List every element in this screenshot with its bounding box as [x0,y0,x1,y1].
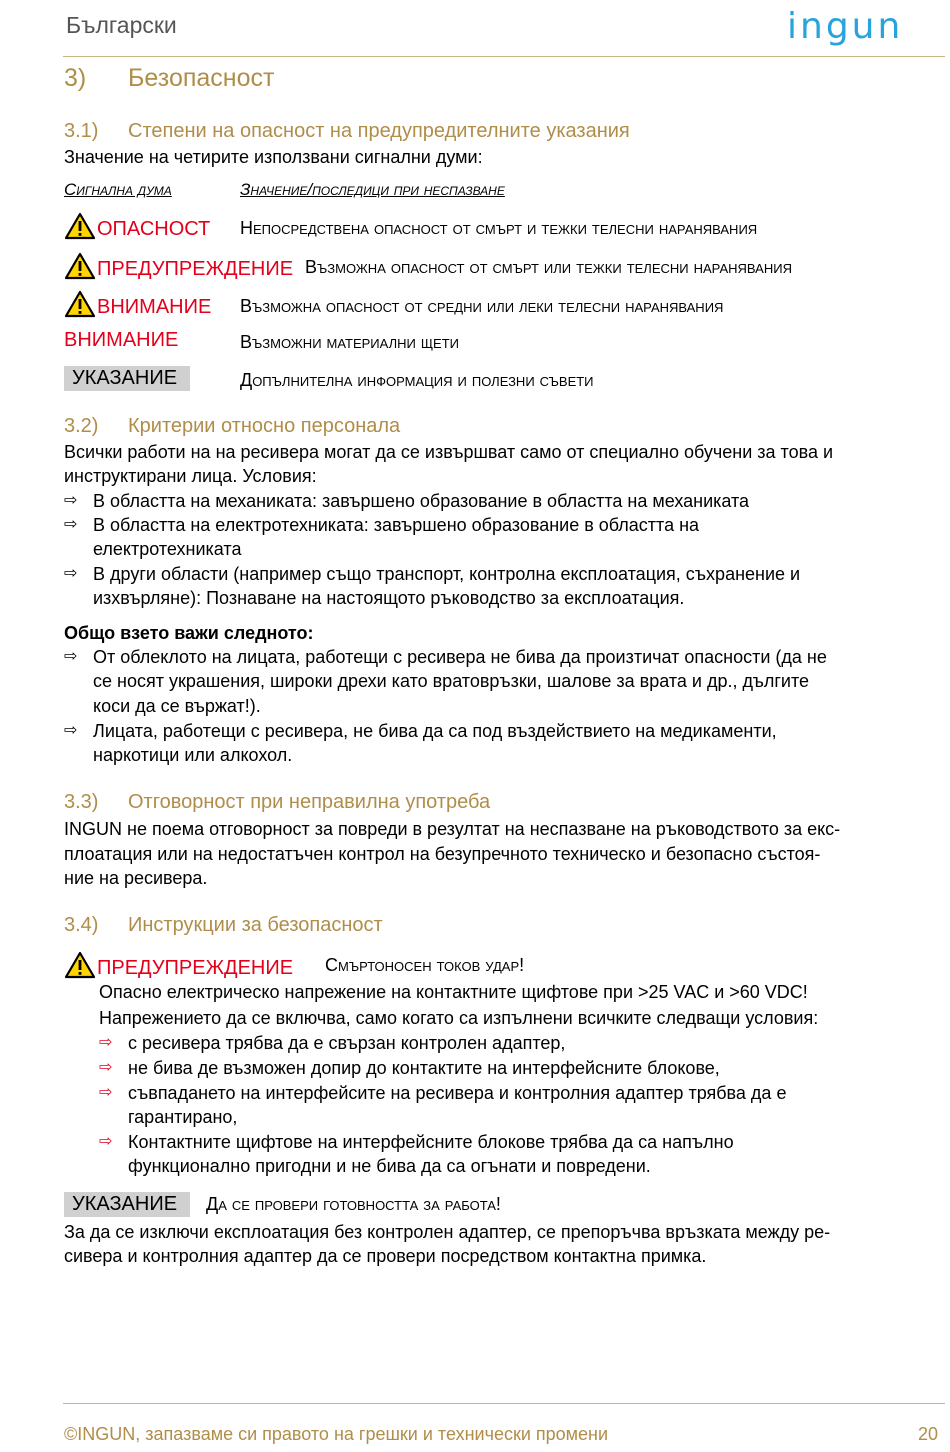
signal-meaning: Възможни материални щети [240,332,460,352]
list-item-text: В областта на механиката: завършено образование в областта на механиката [93,491,750,511]
column-header-meaning: Значение/последици при неспазване [240,180,505,199]
signal-row-danger [64,212,210,244]
header-divider [63,56,945,57]
list-item-text: функционално пригодни и не бива да са огънати и повредени. [128,1156,651,1176]
general-rules-label: Общо взето важи следното: [64,623,314,643]
list-item [64,719,944,768]
warning-text-line: Напрежението да се включва, само когато са изпълнени всичките следващи условия: [99,1008,819,1028]
signal-meaning: Непосредствена опасност от смърт и тежки телесни наранявания [240,218,758,238]
section-number: 3.4) [64,914,99,936]
section-title: Отговорност при неправилна употреба [128,791,491,813]
list-item-text: В други области (например също транспорт, контролна експлоатация, съхранение и [93,564,801,584]
list-item-text: Лицата, работещи с ресивера, не бива да са под въздействието на медикаменти, [93,721,777,741]
arrow-bullet-icon: ⇨ [99,1034,113,1051]
list-item-text: не бива де възможен допир до контактите на интерфейсните блокове, [128,1058,720,1078]
list-item-text: електротехниката [93,539,242,559]
section-number: 3.3) [64,791,99,813]
paragraph-line: За да се изключи експлоатация без контролен адаптер, се препоръчва връзката между ре- [64,1222,831,1242]
section-title: Инструкции за безопасност [128,914,383,936]
section-heading-3-1 [64,120,764,146]
section-heading-3 [64,64,464,96]
list-item [99,1056,939,1080]
list-item-text: с ресивера трябва да е свързан контролен адаптер, [128,1033,566,1053]
arrow-bullet-icon: ⇨ [64,722,78,739]
paragraph-line: инструктирани лица. Условия: [64,466,317,486]
list-item [64,489,934,513]
warning-triangle-icon [64,212,96,240]
signal-word: ПРЕДУПРЕЖДЕНИЕ [97,957,294,979]
section-number: 3.2) [64,415,99,437]
list-item-text: съвпадането на интерфейсите на ресивера и контролния адаптер трябва да е [128,1083,787,1103]
list-item-text: В областта на електротехниката: завършено образование в областта на [93,515,700,535]
signal-row-caution [64,290,211,322]
arrow-bullet-icon: ⇨ [99,1084,113,1101]
arrow-bullet-icon: ⇨ [99,1059,113,1076]
list-item [99,1031,939,1055]
section-heading-3-3 [64,791,764,817]
list-item-text: се носят украшения, широки дрехи като вратовръзки, шалове за врата и др., дългите [93,671,810,691]
section-heading-3-4 [64,914,764,940]
language-label: Български [66,12,177,38]
signal-meaning: Допълнителна информация и полезни съвети [240,370,594,390]
page-number: 20 [918,1424,939,1444]
list-item [64,562,934,611]
arrow-bullet-icon: ⇨ [64,648,78,665]
section-title: Безопасност [128,64,275,92]
notice-title: Да се провери готовността за работа! [206,1194,501,1214]
list-item-text: Контактните щифтове на интерфейсните блокове трябва да са напълно [128,1132,734,1152]
section-heading-3-2 [64,415,764,441]
signal-meaning: Възможна опасност от смърт или тежки телесни наранявания [305,257,792,277]
signal-word: ПРЕДУПРЕЖДЕНИЕ [97,258,294,280]
paragraph-line: плоатация или на недостатъчен контрол на безупречното техническо и безопасно състоя- [64,844,821,864]
footer-copyright: ©INGUN, запазваме си правото на грешки и технически промени [64,1424,609,1444]
paragraph-line: ние на ресивера. [64,868,208,888]
warning-triangle-icon [64,252,96,280]
section-title: Степени на опасност на предупредителните указания [128,120,630,142]
paragraph-line: Всички работи на на ресивера могат да се извършват само от специално обучени за това и [64,442,834,462]
signal-row-warning [64,252,293,284]
section-title: Критерии относно персонала [128,415,401,437]
column-header-signal-word: Сигнална дума [64,180,172,199]
list-item-text: От облеклото на лицата, работещи с ресивера не бива да произтичат опасности (да не [93,647,827,667]
paragraph-line: сивера и контролния адаптер да се провери посредством контактна примка. [64,1246,707,1266]
arrow-bullet-icon: ⇨ [99,1133,113,1150]
notice-badge: УКАЗАНИЕ [64,366,190,391]
list-item-text: коси да се вържат!). [93,696,261,716]
notice-badge: УКАЗАНИЕ [64,1192,190,1217]
signal-word-material: ВНИМАНИЕ [64,329,179,351]
warning-triangle-icon [64,290,96,318]
list-item [64,645,944,719]
list-item [64,513,934,562]
warning-triangle-icon [64,951,96,979]
section-number: 3) [64,64,87,92]
list-item-text: изхвърляне): Познаване на настоящото ръководство за експлоатация. [93,588,685,608]
list-item [99,1081,939,1130]
signal-words-intro: Значение на четирите използвани сигнални думи: [64,147,483,167]
arrow-bullet-icon: ⇨ [64,565,78,582]
warning-callout-header [64,951,293,983]
arrow-bullet-icon: ⇨ [64,516,78,533]
signal-word: ВНИМАНИЕ [97,296,212,318]
warning-text-line: Опасно електрическо напрежение на контактните щифтове при >25 VAC и >60 VDC! [99,982,808,1002]
paragraph-line: INGUN не поема отговорност за повреди в резултат на неспазване на ръководството за екс- [64,819,841,839]
section-number: 3.1) [64,120,99,142]
warning-title: Смъртоносен токов удар! [325,955,525,975]
logo-text: ingun [787,6,904,47]
arrow-bullet-icon: ⇨ [64,492,78,509]
footer-divider [63,1403,945,1404]
signal-word: ОПАСНОСТ [97,218,211,240]
list-item-text: наркотици или алкохол. [93,745,293,765]
signal-meaning: Възможна опасност от средни или леки телесни наранявания [240,296,724,316]
ingun-logo [785,2,945,48]
list-item-text: гарантирано, [128,1107,238,1127]
list-item [99,1130,939,1179]
